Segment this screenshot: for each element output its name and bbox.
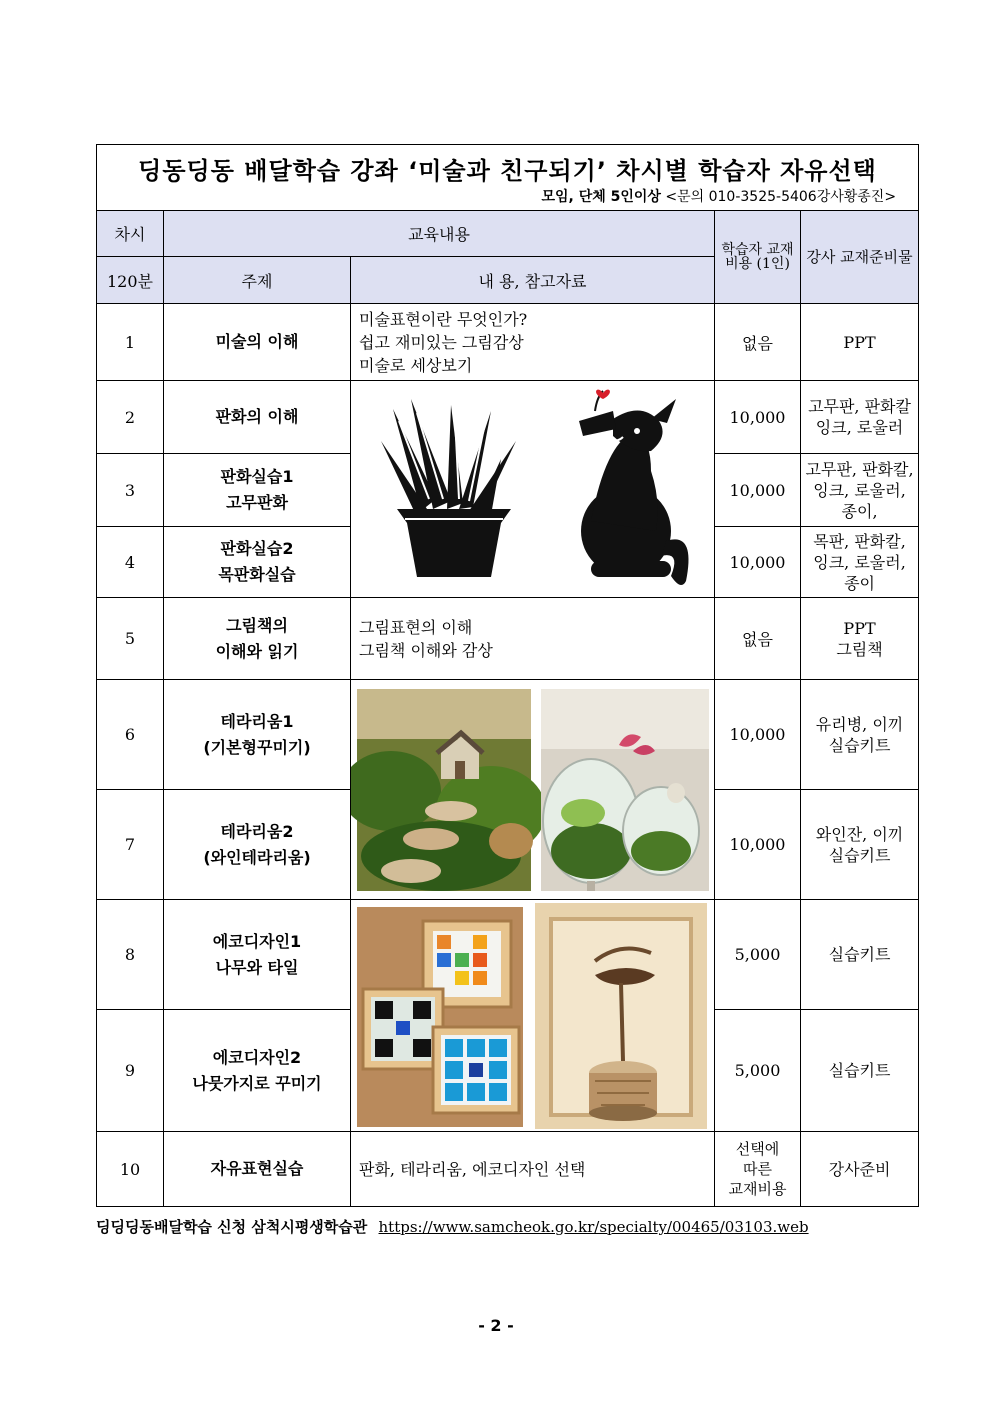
row-topic: 자유표현실습 xyxy=(164,1132,351,1207)
table-row xyxy=(97,900,919,1010)
page-title: 딩동딩동 배달학습 강좌 ‘미술과 친구되기’ 차시별 학습자 자유선택 xyxy=(138,157,877,185)
schedule-table xyxy=(96,144,919,1207)
row-topic: 에코디자인2 나뭇가지로 꾸미기 xyxy=(164,1010,351,1132)
row-materials: 목판, 판화칼, 잉크, 로울러, 종이 xyxy=(801,527,919,598)
table-row xyxy=(97,381,919,454)
row-number: 9 xyxy=(97,1010,164,1132)
row-number: 8 xyxy=(97,900,164,1010)
row-topic: 판화의 이해 xyxy=(164,381,351,454)
title-cell xyxy=(97,145,919,211)
row-topic: 테라리움1 (기본형꾸미기) xyxy=(164,680,351,790)
table-row xyxy=(97,1132,919,1207)
row-materials: 고무판, 판화칼, 잉크, 로울러, 종이, xyxy=(801,454,919,527)
row-number: 4 xyxy=(97,527,164,598)
header-topic: 주제 xyxy=(164,257,351,304)
row-number: 1 xyxy=(97,304,164,381)
footer-label: 딩딩딩동배달학습 신청 삼척시평생학습관 xyxy=(96,1218,368,1236)
table-row xyxy=(97,304,919,381)
row-materials: PPT xyxy=(801,304,919,381)
header-materials: 강사 교재준비물 xyxy=(801,211,919,304)
row-topic: 테라리움2 (와인테라리움) xyxy=(164,790,351,900)
application-link[interactable]: https://www.samcheok.go.kr/specialty/00465/03103.web xyxy=(378,1218,809,1236)
row-number: 2 xyxy=(97,381,164,454)
contact-phone: <문의 010-3525-5406강사황종진> xyxy=(660,189,897,205)
row-topic: 에코디자인1 나무와 타일 xyxy=(164,900,351,1010)
row-cost: 없음 xyxy=(715,304,801,381)
row-number: 3 xyxy=(97,454,164,527)
header-duration: 120분 xyxy=(97,257,164,304)
row-number: 10 xyxy=(97,1132,164,1207)
eco-design-tile-wood-photos xyxy=(351,901,713,1131)
row-cost: 10,000 xyxy=(715,680,801,790)
printmaking-image-cell xyxy=(351,381,715,598)
row-detail: 판화, 테라리움, 에코디자인 선택 xyxy=(351,1132,715,1207)
row-materials: 강사준비 xyxy=(801,1132,919,1207)
header-session: 차시 xyxy=(97,211,164,257)
row-topic: 미술의 이해 xyxy=(164,304,351,381)
table-row xyxy=(97,680,919,790)
header-content: 교육내용 xyxy=(164,211,715,257)
row-cost: 10,000 xyxy=(715,454,801,527)
terrarium-photos xyxy=(351,681,713,899)
row-detail: 미술표현이란 무엇인가? 쉽고 재미있는 그림감상 미술로 세상보기 xyxy=(351,304,715,381)
row-number: 7 xyxy=(97,790,164,900)
page-number: - 2 - xyxy=(478,1316,514,1335)
eco-design-image-cell xyxy=(351,900,715,1132)
row-topic: 판화실습1 고무판화 xyxy=(164,454,351,527)
header-cost: 학습자 교재비용 (1인) xyxy=(715,211,801,304)
header-detail: 내 용, 참고자료 xyxy=(351,257,715,304)
row-cost: 5,000 xyxy=(715,1010,801,1132)
row-materials: 유리병, 이끼 실습키트 xyxy=(801,680,919,790)
table-row xyxy=(97,598,919,680)
row-number: 6 xyxy=(97,680,164,790)
row-materials: 실습키트 xyxy=(801,1010,919,1132)
row-cost: 선택에 따른 교재비용 xyxy=(715,1132,801,1207)
row-topic: 판화실습2 목판화실습 xyxy=(164,527,351,598)
row-materials: 고무판, 판화칼 잉크, 로울러 xyxy=(801,381,919,454)
row-topic: 그림책의 이해와 읽기 xyxy=(164,598,351,680)
printmaking-plant-dog-image xyxy=(351,381,713,597)
row-cost: 없음 xyxy=(715,598,801,680)
row-cost: 10,000 xyxy=(715,527,801,598)
row-materials: 실습키트 xyxy=(801,900,919,1010)
row-materials: 와인잔, 이끼 실습키트 xyxy=(801,790,919,900)
row-materials: PPT 그림책 xyxy=(801,598,919,680)
footer xyxy=(96,1216,809,1237)
row-number: 5 xyxy=(97,598,164,680)
contact-group-note: 모임, 단체 5인이상 xyxy=(541,189,661,205)
terrarium-image-cell xyxy=(351,680,715,900)
row-cost: 10,000 xyxy=(715,381,801,454)
row-detail: 그림표현의 이해 그림책 이해와 감상 xyxy=(351,598,715,680)
row-cost: 10,000 xyxy=(715,790,801,900)
row-cost: 5,000 xyxy=(715,900,801,1010)
contact-info xyxy=(541,186,896,206)
